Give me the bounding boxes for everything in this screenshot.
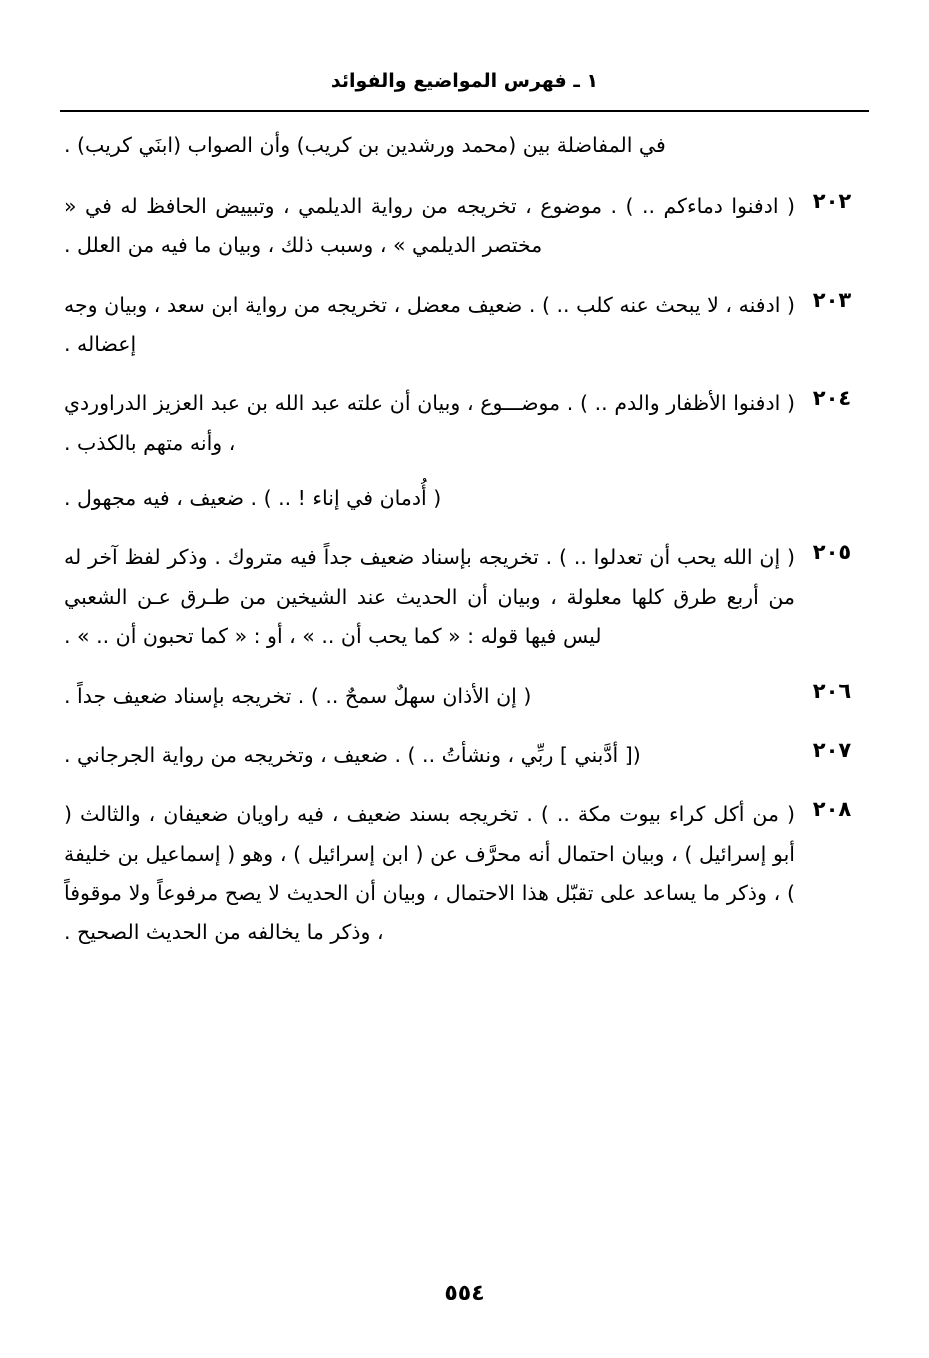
entry-number: ٢٠٢ bbox=[812, 188, 852, 213]
list-item bbox=[60, 384, 869, 463]
index-list bbox=[60, 112, 869, 953]
entry-number: ٢٠٥ bbox=[812, 540, 852, 565]
entry-text: ( أُدمان في إناء ! .. ) . ضعيف ، فيه مجهول . bbox=[64, 486, 442, 511]
entry-text: ( إن الله يحب أن تعدلوا .. ) . تخريجه بإسناد ضعيف جداً فيه متروك . وذكر لفظ آخر له من أربع طرق كلها معلولة ، وبيان أن الحديث عند الشيخين من طـرق عـن الشعبي ليس فيها قوله : « كما يحب أن .. » ، أو : « كما تحبون أن .. » . bbox=[64, 545, 795, 649]
list-item bbox=[60, 286, 869, 365]
entry-number: ٢٠٦ bbox=[812, 678, 852, 703]
list-item bbox=[60, 538, 869, 656]
entry-text: ( ادفنوا دماءكم .. ) . موضوع ، تخريجه من رواية الديلمي ، وتبييض الحافظ له في « مختصر الديلمي » ، وسبب ذلك ، وبيان ما فيه من العلل . bbox=[64, 193, 795, 258]
list-item bbox=[60, 479, 869, 518]
page-number: ٥٥٤ bbox=[444, 1281, 485, 1306]
list-item bbox=[60, 795, 869, 952]
continuation-line: في المفاضلة بين (محمد ورشدين بن كريب) وأن الصواب (ابنَي كريب) . bbox=[64, 133, 666, 157]
entry-number: ٢٠٨ bbox=[812, 797, 852, 822]
entry-text: ( ادفنوا الأظفار والدم .. ) . موضـــوع ، وبيان أن علته عبد الله بن عبد العزيز الدراوردي ، وأنه متهم بالكذب . bbox=[64, 391, 795, 455]
list-item bbox=[60, 187, 869, 266]
running-head: ١ ـ فهرس المواضيع والفوائد bbox=[330, 70, 599, 92]
entry-number: ٢٠٤ bbox=[812, 386, 852, 411]
entry-text: ([ أدَّبني ] ربِّي ، ونشأتُ .. ) . ضعيف ، وتخريجه من رواية الجرجاني . bbox=[64, 742, 641, 767]
list-item bbox=[60, 677, 869, 716]
entry-text: ( ادفنه ، لا يبحث عنه كلب .. ) . ضعيف معضل ، تخريجه من رواية ابن سعد ، وبيان وجه إعضاله . bbox=[64, 292, 795, 357]
list-item bbox=[60, 736, 869, 775]
entry-text: ( من أكل كراء بيوت مكة .. ) . تخريجه بسند ضعيف ، فيه راويان ضعيفان ، والثالث ( أبو إسرائيل ) ، وبيان احتمال أنه محرَّف عن ( ابن إسرائيل ) ، وهو ( إسماعيل بن خليفة ) ، وذكر ما يساعد على تقبّل هذا الاحتمال ، وبيان أن الحديث لا يصح مرفوعاً ولا موقوفاً ، وذكر ما يخالفه من الحديث الصحيح . bbox=[64, 802, 795, 945]
entry-number: ٢٠٧ bbox=[812, 737, 852, 762]
entry-number: ٢٠٣ bbox=[812, 287, 852, 312]
entry-text: ( إن الأذان سهلٌ سمحٌ .. ) . تخريجه بإسناد ضعيف جداً . bbox=[64, 683, 532, 708]
